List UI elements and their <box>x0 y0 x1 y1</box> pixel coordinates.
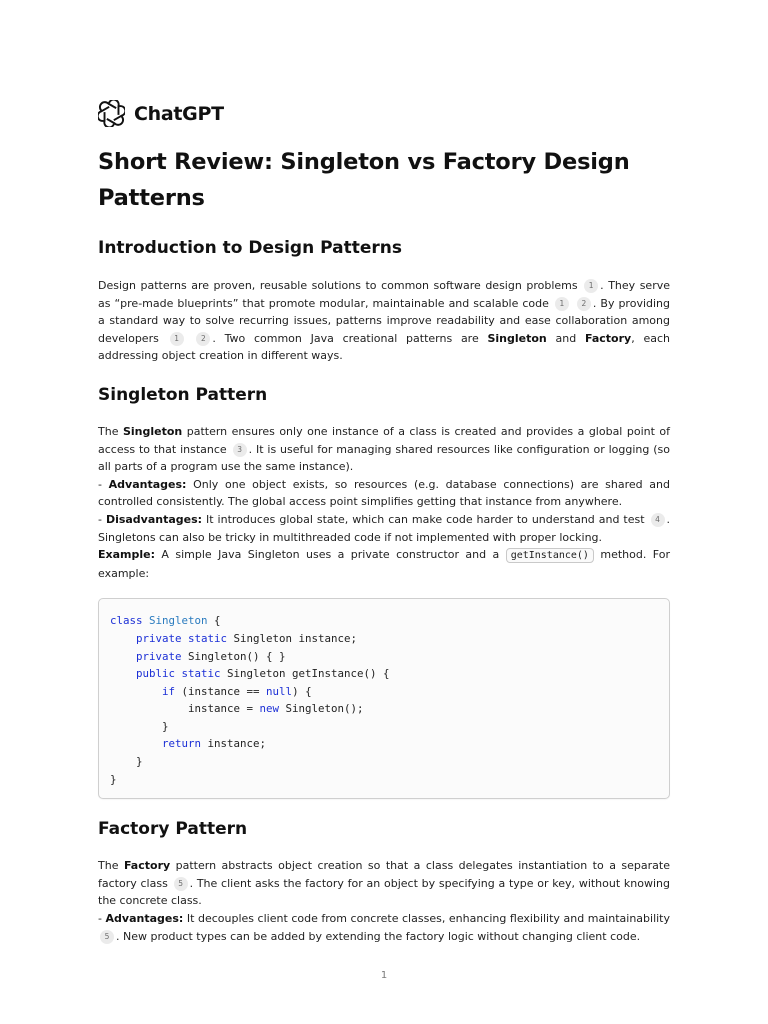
code-token: } <box>110 755 143 769</box>
document-title: Short Review: Singleton vs Factory Design Patterns <box>98 149 630 211</box>
text-span: . The client asks the factory for an object by specifying a type or key, without knowing the concrete class. <box>98 876 671 908</box>
code-token: (instance == <box>175 684 267 698</box>
bold-term: Factory <box>123 859 171 873</box>
code-token: public static <box>136 667 221 681</box>
text-span: pattern abstracts object creation so that a class delegates instantiation to a separate factory class <box>98 859 670 890</box>
code-line <box>110 753 658 771</box>
advantages-label: Advantages: <box>108 477 187 491</box>
code-token: private <box>136 649 182 663</box>
text-span: . They serve as “pre-made blueprints” that promote modular, maintainable and scalable code <box>98 279 671 310</box>
citation-badge[interactable]: 5 <box>174 877 188 891</box>
text-span: Design patterns are proven, reusable solutions to common software design problems <box>98 279 578 292</box>
code-token: instance = <box>110 702 260 716</box>
code-token: instance; <box>201 737 267 751</box>
text-span: It decouples client code from concrete classes, enhancing flexibility and maintainability <box>183 912 671 926</box>
text-span: . By providing a standard way to solve recurring issues, patterns improve readability and ease collaboration among developers <box>98 296 670 345</box>
text-span: . Singletons can also be tricky in multithreaded code if not implemented with proper locking. <box>98 512 670 544</box>
code-token: Singleton getInstance() { <box>220 667 390 681</box>
code-token: Singleton(); <box>279 702 364 716</box>
text-span: A simple Java Singleton uses a private constructor and a <box>155 548 506 562</box>
text-span: The <box>98 859 124 873</box>
advantages-label: Advantages: <box>105 912 184 926</box>
singleton-paragraph <box>98 423 670 582</box>
citation-badge[interactable]: 4 <box>651 513 665 527</box>
code-token: null <box>266 684 293 698</box>
text-span: pattern ensures only one instance of a class is created and provides a global point of access to that instance <box>98 424 670 456</box>
text-span: , each addressing object creation in different ways. <box>98 331 670 363</box>
citation-badge[interactable]: 2 <box>196 332 210 346</box>
citation-badge[interactable]: 1 <box>584 279 598 293</box>
code-token: Singleton() { } <box>181 649 286 663</box>
factory-paragraph <box>98 857 670 945</box>
code-line <box>110 735 658 753</box>
code-token: return <box>162 737 202 751</box>
code-line <box>110 771 658 789</box>
citation-badge[interactable]: 1 <box>555 297 569 311</box>
intro-paragraph <box>98 277 670 365</box>
inline-code: getInstance() <box>506 548 594 563</box>
code-line <box>110 630 658 648</box>
code-token <box>110 650 136 663</box>
code-token: } <box>110 772 117 786</box>
code-line <box>110 648 658 666</box>
list-dash: - <box>98 512 106 526</box>
bold-term: Singleton <box>122 424 183 438</box>
code-line <box>110 665 658 683</box>
code-token <box>110 632 136 645</box>
code-line <box>110 718 658 736</box>
code-token: ) { <box>292 684 312 698</box>
text-span: and <box>546 331 585 345</box>
code-token <box>110 737 162 750</box>
example-label: Example: <box>98 548 155 562</box>
code-token: private static <box>136 631 228 645</box>
list-dash: - <box>98 477 109 491</box>
document-content <box>98 144 670 945</box>
code-token <box>110 667 136 680</box>
code-line <box>110 683 658 701</box>
citation-badge[interactable]: 1 <box>170 332 184 346</box>
text-span: . It is useful for managing shared resources like configuration or logging (so all parts of a program use the same instance). <box>98 442 670 474</box>
text-span: It introduces global state, which can make code harder to understand and test <box>202 512 645 526</box>
heading-factory: Factory Pattern <box>98 819 248 840</box>
citation-badge[interactable]: 5 <box>100 930 114 944</box>
text-span: method. For example: <box>98 548 670 580</box>
heading-introduction: Introduction to Design Patterns <box>98 238 402 258</box>
disadvantages-label: Disadvantages: <box>105 512 203 526</box>
list-dash: - <box>98 912 106 926</box>
code-line <box>110 612 658 630</box>
citation-badge[interactable]: 2 <box>577 297 591 311</box>
code-token: { <box>207 614 221 628</box>
code-token: Singleton instance; <box>227 631 358 645</box>
text-span: . Two common Java creational patterns are <box>212 331 488 345</box>
citation-badge[interactable]: 3 <box>233 443 247 457</box>
bold-term: Factory <box>584 331 632 345</box>
brand-name: ChatGPT <box>134 102 224 125</box>
code-token <box>110 685 162 698</box>
brand-header <box>98 100 224 127</box>
code-token: if <box>162 684 176 698</box>
code-line <box>110 700 658 718</box>
code-token: Singleton <box>149 614 208 628</box>
code-token: class <box>110 614 150 628</box>
text-span: The <box>98 424 123 438</box>
code-token: } <box>110 719 169 733</box>
openai-logo-icon <box>98 100 125 127</box>
text-span: Only one object exists, so resources (e.g. database connections) are shared and controlled consistently. The global access point simplifies getting that instance from anywhere. <box>98 477 670 509</box>
bold-term: Singleton <box>487 331 547 345</box>
heading-singleton: Singleton Pattern <box>98 384 268 405</box>
page-number: 1 <box>380 970 388 981</box>
text-span: . New product types can be added by extending the factory logic without changing client code. <box>116 929 641 943</box>
code-block[interactable] <box>98 598 670 799</box>
code-token: new <box>259 702 280 716</box>
